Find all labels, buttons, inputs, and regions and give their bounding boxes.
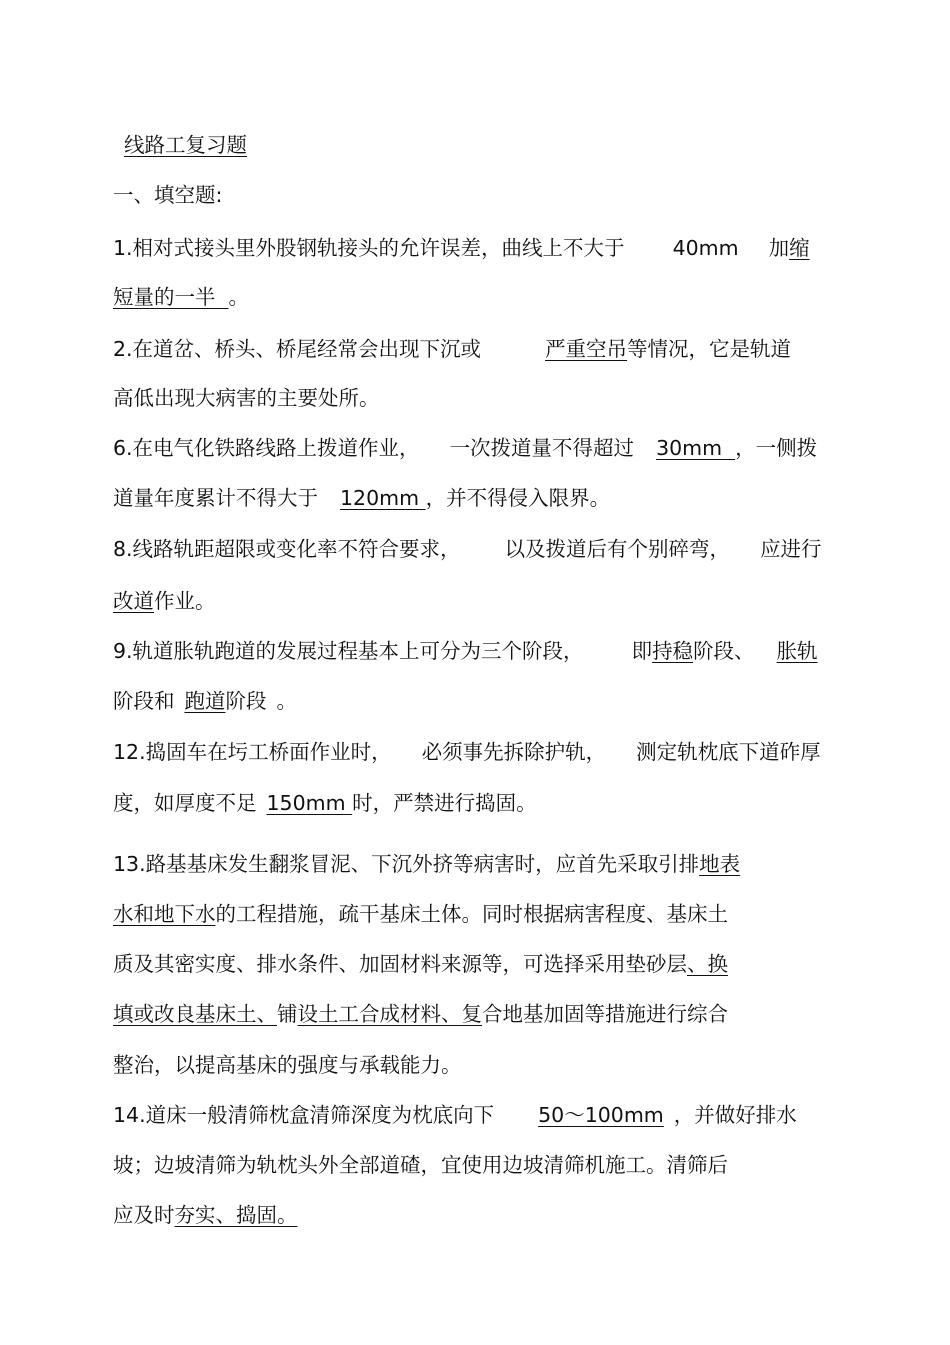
question-13-line-5: 整治，以提高基床的强度与承载能力。 — [113, 1053, 462, 1077]
doc-title: 线路工复习题 — [124, 133, 247, 157]
question-2-line-2: 高低出现大病害的主要处所。 — [113, 386, 380, 410]
question-9-line-1: 9.轨道胀轨跑道的发展过程基本上可分为三个阶段， 即持稳阶段、 胀轨 — [113, 639, 818, 663]
answer-blank: 30mm — [656, 436, 723, 460]
answer-blank: 地表 — [699, 852, 741, 876]
question-2-line-1: 2.在道岔、桥头、桥尾经常会出现下沉或 严重空吊等情况，它是轨道 — [113, 337, 792, 361]
answer-blank: 50～100mm — [538, 1103, 664, 1127]
question-8-line-1: 8.线路轨距超限或变化率不符合要求， 以及拨道后有个别碎弯， 应进行 — [113, 537, 822, 561]
answer-blank: 夯实、捣固。 — [174, 1203, 298, 1227]
question-9-line-2: 阶段和 跑道阶段 。 — [113, 689, 297, 713]
answer-blank: 填或改良基床土、 — [113, 1002, 277, 1026]
answer-blank: 加 — [768, 236, 790, 260]
question-13-line-4: 填或改良基床土、铺设土工合成材料、复合地基加固等措施进行综合 — [113, 1002, 728, 1026]
question-14-line-3: 应及时夯实、捣固。 — [113, 1203, 298, 1227]
answer-blank: 持稳 — [652, 639, 694, 663]
question-12-line-2: 度，如厚度不足 150mm 时，严禁进行捣固。 — [113, 791, 537, 815]
question-8-line-2: 改道作业。 — [113, 589, 216, 613]
answer-blank: 设土工合成材料、复 — [297, 1002, 482, 1026]
question-13-line-3: 质及其密实度、排水条件、加固材料来源等，可选择采用垫砂层、换 — [113, 952, 728, 976]
question-6-line-1: 6.在电气化铁路线路上拨道作业， 一次拨道量不得超过 30mm ，一侧拨 — [113, 436, 818, 460]
answer-blank: 跑道 — [184, 689, 226, 713]
answer-blank: 、换 — [687, 952, 728, 976]
answer-blank: 胀轨 — [776, 639, 818, 663]
question-6-line-2: 道量年度累计不得大于 120mm ，并不得侵入限界。 — [113, 486, 611, 510]
answer-blank: 水和地下水 — [113, 902, 216, 926]
question-13-line-2: 水和地下水的工程措施，疏干基床土体。同时根据病害程度、基床土 — [113, 902, 728, 926]
question-13-line-1: 13.路基基床发生翻浆冒泥、下沉外挤等病害时，应首先采取引排地表 — [113, 852, 741, 876]
answer-blank: 改道 — [113, 589, 154, 613]
answer-blank: 150mm — [266, 791, 346, 815]
question-1-line-1: 1.相对式接头里外股钢轨接头的允许误差，曲线上不大于 40mm 加缩 — [113, 236, 810, 260]
question-1-line-2: 短量的一半 。 — [113, 285, 250, 309]
answer-blank: 40mm — [672, 236, 739, 260]
answer-blank: 120mm — [340, 486, 420, 510]
section-heading: 一、填空题: — [113, 183, 223, 207]
answer-blank: 严重空吊 — [545, 337, 628, 361]
answer-blank: 短量的一半 — [113, 285, 216, 309]
question-12-line-1: 12.捣固车在圬工桥面作业时， 必须事先拆除护轨， 测定轨枕底下道砟厚 — [113, 740, 821, 764]
question-14-line-2: 坡；边坡清筛为轨枕头外全部道碴，宜使用边坡清筛机施工。清筛后 — [113, 1153, 728, 1177]
question-14-line-1: 14.道床一般清筛枕盒清筛深度为枕底向下 50～100mm ，并做好排水 — [113, 1103, 797, 1127]
